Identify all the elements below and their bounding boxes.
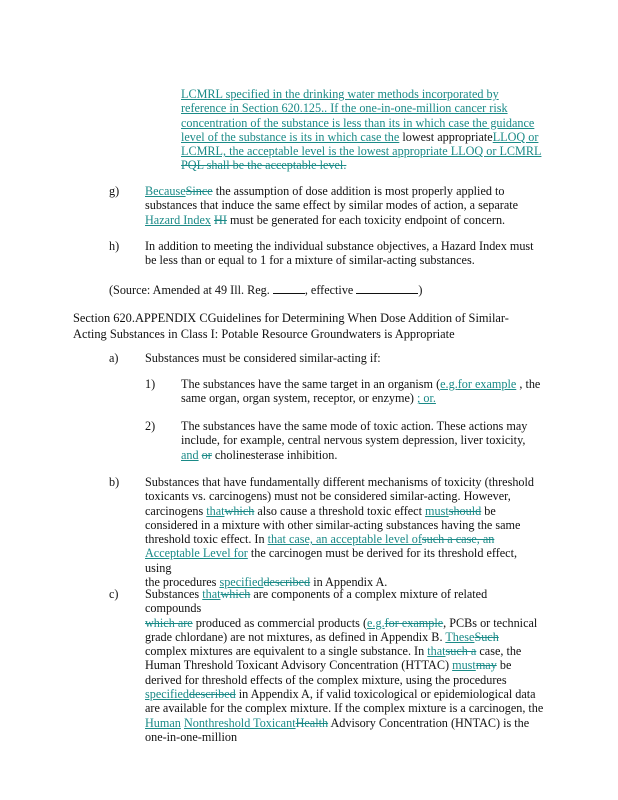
b-text-7b: in Appendix A.	[310, 575, 388, 590]
item-g	[145, 184, 545, 227]
item-c-line-9	[145, 716, 545, 730]
source-blank-1	[273, 282, 305, 294]
c-ins-that-2: that	[427, 644, 446, 659]
top-line-6	[181, 158, 551, 172]
a2-del-or: or	[201, 447, 212, 462]
item-b-line-2: toxicants vs. carcinogens) must not be considered similar-acting. However,	[145, 489, 511, 504]
item-c-line-1	[145, 587, 545, 616]
b-del-such-case: such a case, an	[421, 532, 495, 547]
item-g-line-2: substances that induce the same effect by similar modes of action, a separate	[145, 198, 519, 213]
c-del-may: may	[475, 658, 497, 673]
item-h	[145, 239, 545, 268]
item-a2-line-2: include, for example, central nervous system depression, liver toxicity,	[181, 433, 526, 448]
item-b-marker: b)	[109, 475, 120, 489]
top-line-6-del: PQL shall be the acceptable level	[181, 158, 344, 173]
b-del-described: described	[263, 575, 311, 590]
c-ins-eg: e.g.	[367, 615, 385, 630]
top-line-4	[181, 130, 551, 144]
a2-text-3: cholinesterase inhibition.	[211, 447, 338, 462]
item-a: Substances must be considered similar-acting if:	[145, 351, 381, 365]
item-a1	[181, 377, 551, 406]
c-ins-that: that	[202, 587, 221, 601]
source-note	[109, 282, 529, 297]
top-line-5: LCMRL, the acceptable level is the lowest appropriate LLOQ or LCMRL	[181, 144, 542, 159]
top-line-4-ins: level of the substance is its in which case the	[181, 129, 400, 144]
c-del-such-a: such a	[445, 644, 477, 659]
heading-title-part-1: Guidelines for Determining When Dose Addition of Similar-	[207, 311, 509, 325]
g-text-3: must be generated for each toxicity endpoint of concern.	[226, 212, 506, 227]
c-text-9b: Advisory Concentration (HNTAC) is the	[328, 715, 530, 730]
g-del-hi: HI	[214, 212, 227, 227]
source-text-c: )	[418, 283, 423, 297]
item-c	[145, 587, 545, 744]
a1-ins-or: ; or.	[416, 391, 436, 406]
item-c-line-10: one-in-one-million	[145, 729, 238, 744]
item-b-line-4: considered in a mixture with other similar-acting substances having the same	[145, 517, 521, 532]
c-del-health: Health	[295, 715, 329, 730]
b-del-should: should	[448, 503, 482, 518]
c-del-which: which	[220, 587, 251, 601]
g-ins-because: Because	[145, 184, 186, 198]
top-line-1: LCMRL specified in the drinking water methods incorporated by	[181, 87, 499, 101]
item-b	[145, 475, 545, 589]
top-line-4-ins-end: LLOQ or	[492, 129, 539, 144]
item-a2	[181, 419, 551, 462]
g-text-1: the assumption of dose addition is most properly applied to	[212, 184, 505, 198]
c-ins-specified: specified	[145, 687, 189, 702]
item-a1-line-2	[181, 391, 551, 405]
item-c-line-4	[145, 644, 545, 658]
b-ins-acceptable-level: Acceptable Level for	[145, 546, 248, 561]
c-text-5a: Human Threshold Toxicant Advisory Concentration (HTTAC)	[145, 658, 453, 673]
item-h-line-1: In addition to meeting the individual substance objectives, a Hazard Index must	[145, 239, 534, 253]
source-blank-2	[356, 282, 418, 294]
c-del-such: Such	[474, 629, 499, 644]
item-c-marker: c)	[109, 587, 119, 601]
b-ins-specified: specified	[219, 575, 264, 590]
source-text-a: (Source: Amended at 49 Ill. Reg.	[109, 283, 273, 297]
b-text-3a: carcinogens	[145, 503, 207, 518]
a1-ins-eg: e.g.	[440, 377, 458, 391]
top-line-6-period: .	[343, 158, 347, 173]
a1-text-3: same organ, organ system, receptor, or enzyme)	[181, 391, 414, 406]
a1-text-2: , the	[516, 377, 541, 391]
c-text-1b: are components of a complex mixture of related compounds	[145, 587, 488, 616]
heading-section-number: Section 620.APPENDIX C	[73, 311, 208, 325]
item-a2-line-1: The substances have the same mode of toxic action. These actions may	[181, 419, 528, 433]
item-b-line-3	[145, 504, 545, 518]
a1-ins-for-example: for example	[457, 377, 517, 391]
c-text-1a: Substances	[145, 587, 203, 601]
b-text-5a: threshold toxic effect. In	[145, 532, 268, 547]
item-b-line-5	[145, 532, 545, 546]
b-text-7a: the procedures	[145, 575, 220, 590]
item-c-line-7	[145, 687, 545, 701]
item-a-marker: a)	[109, 351, 119, 365]
item-g-line-1	[145, 184, 545, 198]
b-text-3c: be	[481, 503, 496, 518]
c-del-described: described	[189, 687, 236, 702]
top-line-3: concentration of the substance is less than its in which case the guidance	[181, 115, 535, 130]
b-ins-must: must	[425, 503, 449, 518]
item-c-line-3	[145, 630, 545, 644]
item-a1-marker: 1)	[145, 377, 156, 391]
item-a2-line-3	[181, 448, 551, 462]
top-line-4-text: lowest appropriate	[399, 129, 493, 144]
item-g-line-3	[145, 213, 545, 227]
b-ins-that-case: that case, an acceptable level of	[267, 532, 422, 547]
c-ins-must: must	[452, 658, 476, 673]
heading-line-1	[73, 310, 563, 326]
c-text-2b: produced as commercial products (	[192, 615, 368, 630]
b-del-which: which	[224, 503, 255, 518]
c-text-5b: be	[496, 658, 512, 673]
c-ins-nonthreshold-toxicant: Nonthreshold Toxicant	[183, 715, 296, 730]
b-ins-that: that	[206, 503, 225, 518]
c-del-for-example: for example	[384, 615, 444, 630]
item-c-line-8: are available for the complex mixture. If the complex mixture is a carcinogen, the	[145, 701, 544, 716]
b-text-3b: also cause a threshold toxic effect	[254, 503, 426, 518]
paragraph-top	[181, 87, 551, 173]
g-del-since: Since	[185, 184, 213, 198]
c-ins-human: Human	[145, 715, 181, 730]
c-text-4b: case, the	[476, 644, 522, 659]
b-text-6b: the carcinogen must be derived for its threshold effect, using	[145, 546, 518, 575]
section-heading	[73, 310, 563, 342]
c-ins-these: These	[445, 629, 475, 644]
a1-text-1: The substances have the same target in an organism (	[181, 377, 441, 391]
c-text-3a: grade chlordane) are not mixtures, as defined in Appendix B.	[145, 629, 446, 644]
item-c-line-6: derived for threshold effects of the complex mixture, using the procedures	[145, 672, 507, 687]
item-c-line-5	[145, 658, 545, 672]
a2-ins-and: and	[181, 447, 199, 462]
c-text-4a: complex mixtures are equivalent to a single substance. In	[145, 644, 428, 659]
top-line-2: reference in Section 620.125.. If the one-in-one-million cancer risk	[181, 101, 508, 116]
c-text-7b: in Appendix A, if valid toxicological or epidemiological data	[235, 687, 536, 702]
item-h-line-2: be less than or equal to 1 for a mixture of similar-acting substances.	[145, 253, 475, 268]
item-b-line-6	[145, 546, 545, 575]
item-h-marker: h)	[109, 239, 120, 253]
item-a2-marker: 2)	[145, 419, 156, 433]
c-text-2c: , PCBs or technical	[443, 615, 538, 630]
source-text-b: , effective	[304, 283, 357, 297]
item-g-marker: g)	[109, 184, 120, 198]
item-b-line-1: Substances that have fundamentally different mechanisms of toxicity (threshold	[145, 475, 534, 489]
item-c-line-2	[145, 616, 545, 630]
g-ins-hazard-index: Hazard Index	[145, 212, 211, 227]
heading-line-2: Acting Substances in Class I: Potable Resource Groundwaters is Appropriate	[73, 327, 455, 341]
c-del-which-are: which are	[145, 615, 193, 630]
item-a1-line-1	[181, 377, 551, 391]
